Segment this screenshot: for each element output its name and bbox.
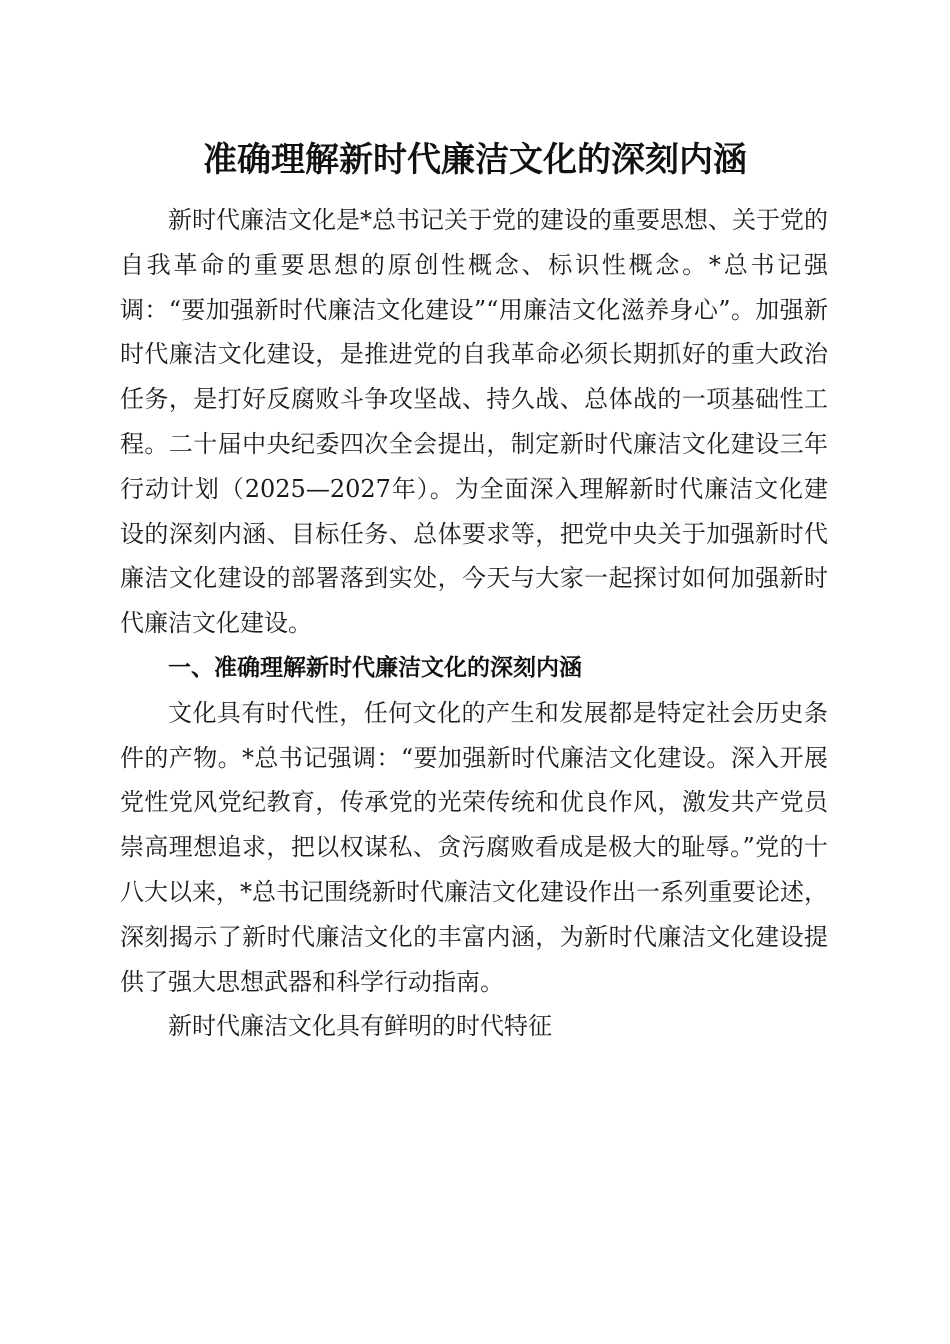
intro-paragraph: 新时代廉洁文化是*总书记关于党的建设的重要思想、关于党的自我革命的重要思想的原创性概念、标识性概念。*总书记强调：“要加强新时代廉洁文化建设”“用廉洁文化滋养身心”。加强新时代廉洁文化建设，是推进党的自我革命必须长期抓好的重大政治任务，是打好反腐败斗争攻坚战、持久战、总体战的一项基础性工程。二十届中央纪委四次全会提出，制定新时代廉洁文化建设三年行动计划（2025—2027年）。为全面深入理解新时代廉洁文化建设的深刻内涵、目标任务、总体要求等，把党中央关于加强新时代廉洁文化建设的部署落到实处，今天与大家一起探讨如何加强新时代廉洁文化建设。 — [120, 206, 828, 638]
document-title: 准确理解新时代廉洁文化的深刻内涵 — [203, 140, 747, 180]
section-heading: 一、准确理解新时代廉洁文化的深刻内涵 — [168, 654, 582, 681]
document-body — [120, 198, 828, 1049]
body-paragraph: 文化具有时代性，任何文化的产生和发展都是特定社会历史条件的产物。*总书记强调：“要加强新时代廉洁文化建设。深入开展党性党风党纪教育，传承党的光荣传统和优良作风，激发共产党员崇高理想追求，把以权谋私、贪污腐败看成是极大的耻辱。”党的十八大以来，*总书记围绕新时代廉洁文化建设作出一系列重要论述，深刻揭示了新时代廉洁文化的丰富内涵，为新时代廉洁文化建设提供了强大思想武器和科学行动指南。 — [120, 698, 828, 996]
body-paragraph-subheading: 新时代廉洁文化具有鲜明的时代特征 — [168, 1012, 552, 1041]
